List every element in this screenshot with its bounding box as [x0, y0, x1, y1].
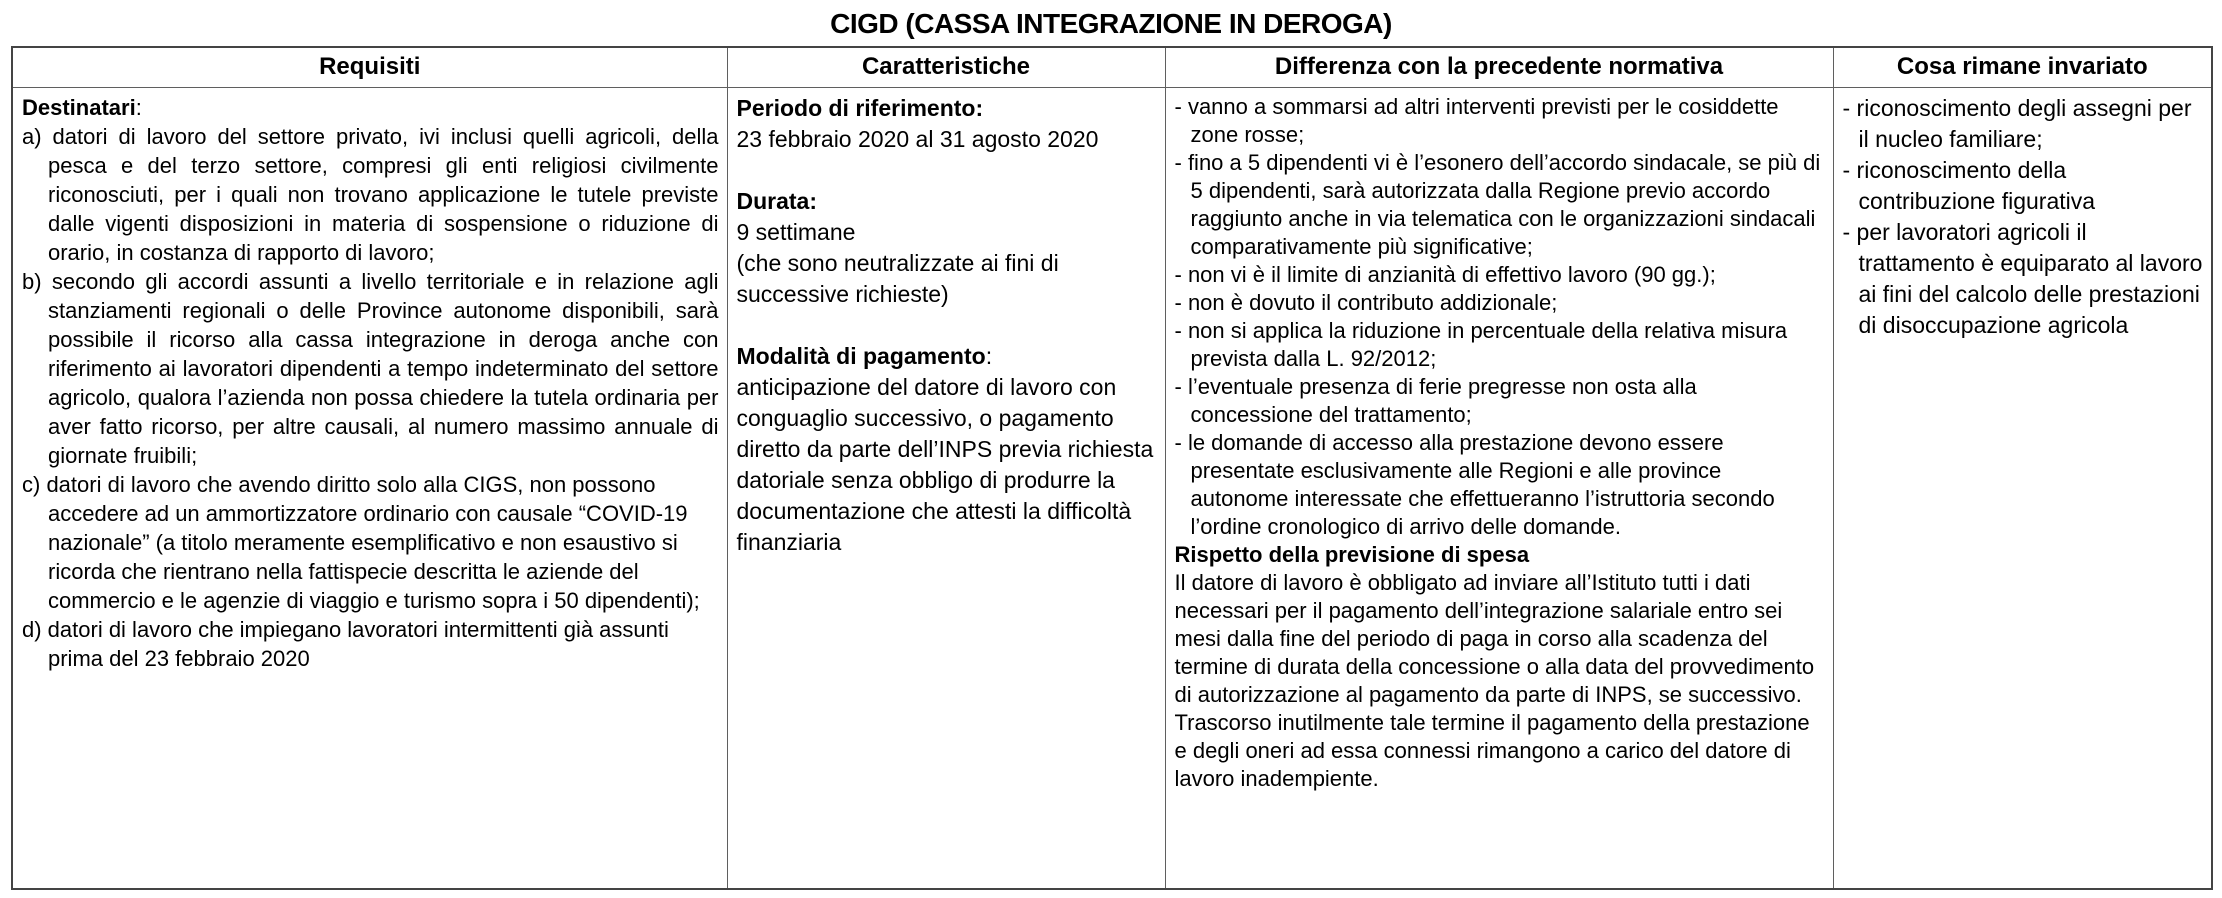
body-row	[12, 87, 2212, 889]
list-item-c: c) datori di lavoro che avendo diritto solo alla CIGS, non possono accedere ad un ammortizzatore ordinario con causale “COVID-19 nazionale” (a titolo meramente esemplificativo e non esaustivo si ricorda che rientrano nella fattispecie descritta le aziende del commercio e le agenzie di viaggio e turismo sopra i 50 dipendenti);	[22, 471, 700, 613]
block-periodo-label: Periodo di riferimento:	[736, 94, 984, 121]
list-item-a: a) datori di lavoro del settore privato, ivi inclusi quelli agricoli, della pesca e del terzo settore, compresi gli enti religiosi civilmente riconosciuti, per i quali non trovano applicazione le tutele previste dalle vigenti disposizioni in materia di sospensione o riduzione di orario, in costanza di rapporto di lavoro;	[22, 123, 719, 265]
block-durata-line: (che sono neutralizzate ai fini di successive richieste)	[736, 249, 1059, 307]
cell-differenza	[1165, 87, 1833, 889]
header-caratteristiche: Caratteristiche	[727, 47, 1165, 87]
block-pagamento-label: Modalità di pagamento:	[736, 342, 993, 369]
block-durata	[737, 186, 1157, 310]
cell-requisiti	[12, 87, 727, 889]
page-title: CIGD (CASSA INTEGRAZIONE IN DEROGA)	[830, 8, 1392, 39]
requisiti-heading-colon: :	[135, 94, 142, 120]
list-item: - per lavoratori agricoli il trattamento è equiparato al lavoro ai fini del calcolo delle prestazioni di disoccupazione agricola	[1842, 218, 2203, 338]
requisiti-heading	[22, 93, 719, 122]
list-item: - non si applica la riduzione in percentuale della relativa misura prevista dalla L. 92/2012;	[1174, 317, 1788, 371]
list-item-b: b) secondo gli accordi assunti a livello territoriale e in relazione agli stanziamenti regionali o delle Province autonome disponibili, sarà possibile il ricorso alla cassa integrazione in deroga anche con riferimento ai lavoratori dipendenti a tempo indeterminato del settore agricolo, qualora l’azienda non possa chiedere la tutela ordinaria per aver fatto ricorso, per altre causali, al numero massimo annuale di giornate fruibili;	[22, 268, 719, 468]
header-differenza: Differenza con la precedente normativa	[1165, 47, 1833, 87]
list-item: - vanno a sommarsi ad altri interventi previsti per le cosiddette zone rosse;	[1174, 93, 1779, 147]
list-item: - non vi è il limite di anzianità di effettivo lavoro (90 gg.);	[1174, 261, 1716, 287]
block-durata-label: Durata:	[736, 187, 818, 214]
list-item: - l’eventuale presenza di ferie pregresse non osta alla concessione del trattamento;	[1174, 373, 1697, 427]
cell-caratteristiche	[727, 87, 1165, 889]
cigd-table	[11, 46, 2213, 890]
block-pagamento-line: anticipazione del datore di lavoro con conguaglio successivo, o pagamento diretto da parte dell’INPS previa richiesta datoriale senza obbligo di produrre la documentazione che attesti la difficoltà finanziaria	[736, 373, 1154, 555]
block-pagamento	[737, 341, 1157, 558]
list-item-d: d) datori di lavoro che impiegano lavoratori intermittenti già assunti prima del 23 febbraio 2020	[22, 616, 669, 671]
list-item: - le domande di accesso alla prestazione devono essere presentate esclusivamente alle Regioni e alle province autonome interessate che effettueranno l’istruttoria secondo l’ordine cronologico di arrivo delle domande.	[1174, 429, 1775, 539]
block-periodo-line: 23 febbraio 2020 al 31 agosto 2020	[736, 125, 1099, 152]
differenza-paragraph: Il datore di lavoro è obbligato ad inviare all’Istituto tutti i dati necessari per il pagamento dell’integrazione salariale entro sei mesi dalla fine del periodo di paga in corso alla scadenza del termine di durata della concessione o alla data del provvedimento di autorizzazione al pagamento da parte di INPS, se successivo. Trascorso inutilmente tale termine il pagamento della prestazione e degli oneri ad essa connessi rimangono a carico del datore di lavoro inadempiente.	[1174, 569, 1815, 791]
list-item: - non è dovuto il contributo addizionale;	[1174, 289, 1558, 315]
block-durata-line: 9 settimane	[736, 218, 856, 245]
list-item: - riconoscimento della contribuzione figurativa	[1842, 156, 2096, 214]
header-requisiti: Requisiti	[12, 47, 727, 87]
list-item: - riconoscimento degli assegni per il nucleo familiare;	[1842, 94, 2192, 152]
header-invariato: Cosa rimane invariato	[1833, 47, 2212, 87]
requisiti-heading-bold: Destinatari	[22, 94, 136, 120]
list-item: - fino a 5 dipendenti vi è l’esonero dell’accordo sindacale, se più di 5 dipendenti, sarà autorizzata dalla Regione previo accordo raggiunto anche in via telematica con le organizzazioni sindacali comparativamente più significative;	[1174, 149, 1821, 259]
differenza-subheading: Rispetto della previsione di spesa	[1174, 541, 1530, 567]
block-periodo	[737, 93, 1157, 155]
header-row	[12, 47, 2212, 87]
cell-invariato	[1833, 87, 2212, 889]
